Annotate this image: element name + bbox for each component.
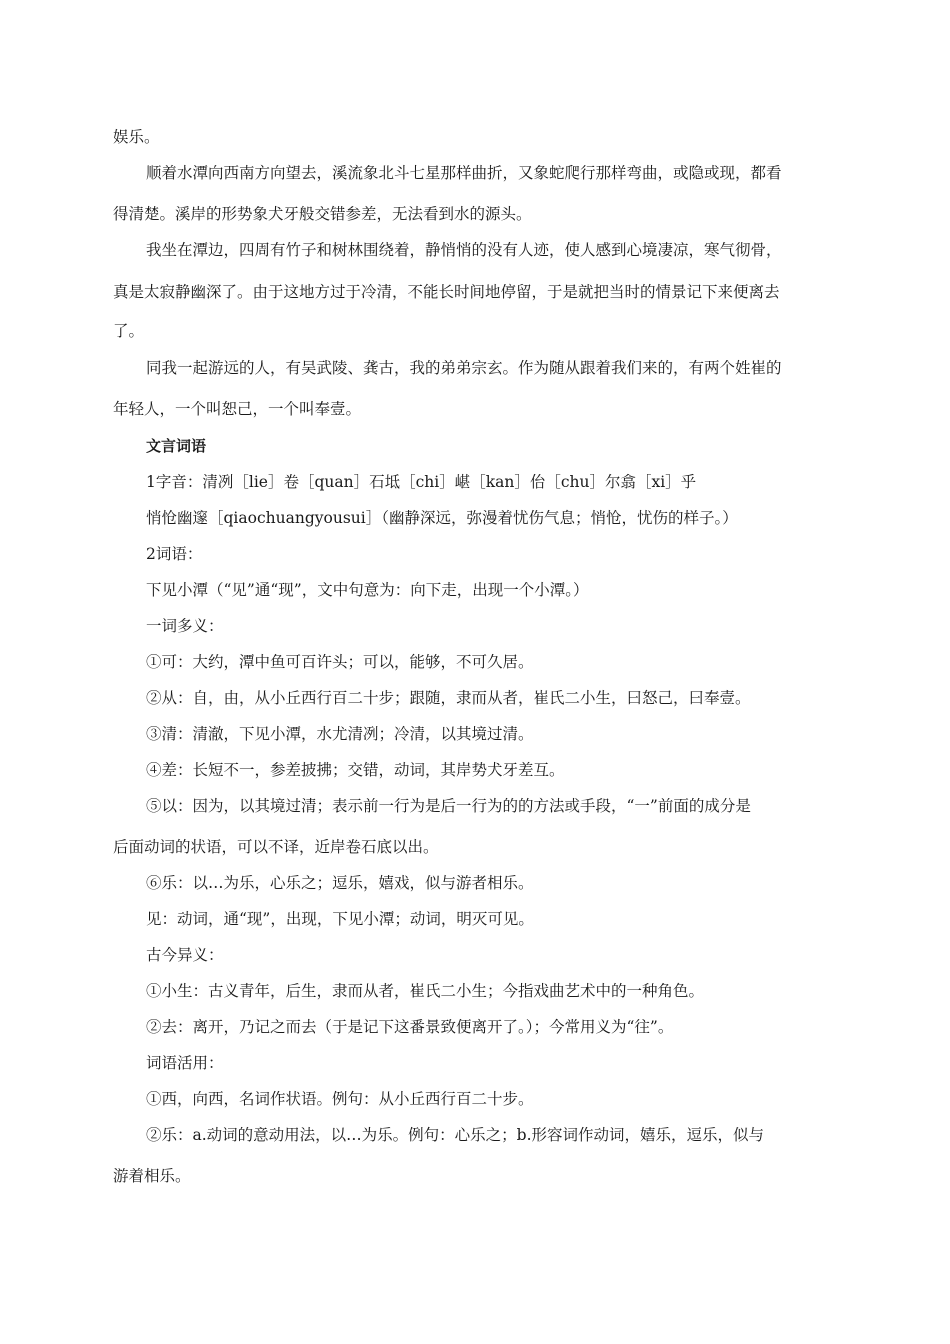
paragraph-line: 得清楚。溪岸的形势象犬牙般交错参差，无法看到水的源头。 (113, 205, 532, 223)
polysemy-item: ①可：大约，潭中鱼可百许头；可以，能够，不可久居。 (146, 653, 534, 671)
polysemy-title: 一词多义： (146, 617, 224, 635)
polysemy-item-continued: 后面动词的状语，可以不译，近岸卷石底以出。 (113, 838, 439, 856)
ancient-modern-item: ①小生：古义青年，后生，隶而从者，崔氏二小生；今指戏曲艺术中的一种角色。 (146, 982, 705, 1000)
polysemy-item: 见：动词，通“现”，出现，下见小潭；动词，明灭可见。 (146, 910, 534, 928)
paragraph-line: 年轻人，一个叫恕己，一个叫奉壹。 (113, 400, 362, 418)
paragraph-line: 真是太寂静幽深了。由于这地方过于冷清，不能长时间地停留，于是就把当时的情景记下来便离去 (113, 283, 780, 301)
pronunciation-line: 1字音：清冽［lie］卷［quan］石坻［chi］嵁［kan］佁［chu］尔翕［xi］乎 (146, 473, 697, 491)
usage-item: ②乐：a.动词的意动用法，以…为乐。例句：心乐之；b.形容词作动词，嬉乐，逗乐，似与 (146, 1126, 765, 1144)
ancient-modern-item: ②去：离开，乃记之而去（于是记下这番景致便离开了。）；今常用义为“往”。 (146, 1018, 674, 1036)
polysemy-item: ③清：清澈，下见小潭，水尤清冽；冷清，以其境过清。 (146, 725, 534, 743)
polysemy-item: ⑤以：因为，以其境过清；表示前一行为是后一行为的的方法或手段，“一”前面的成分是 (146, 797, 751, 815)
word-entry: 下见小潭（“见”通“现”，文中句意为：向下走，出现一个小潭。） (146, 581, 589, 599)
polysemy-item: ④差：长短不一，参差披拂；交错，动词，其岸势犬牙差互。 (146, 761, 565, 779)
words-title: 2词语： (146, 545, 203, 563)
paragraph-line: 娱乐。 (113, 128, 160, 146)
polysemy-item: ②从：自，由，从小丘西行百二十步；跟随，隶而从者，崔氏二小生，曰怒己，曰奉壹。 (146, 689, 751, 707)
paragraph-line: 了。 (113, 322, 145, 340)
pronunciation-line: 悄怆幽邃［qiaochuangyousui］（幽静深远，弥漫着忧伤气息；悄怆，忧伤的样子。） (146, 509, 738, 527)
polysemy-item: ⑥乐：以…为乐，心乐之；逗乐，嬉戏，似与游者相乐。 (146, 874, 534, 892)
paragraph-line: 同我一起游远的人，有吴武陵、龚古，我的弟弟宗玄。作为随从跟着我们来的，有两个姓崔的 (146, 359, 782, 377)
usage-item-continued: 游着相乐。 (113, 1167, 191, 1185)
paragraph-line: 我坐在潭边，四周有竹子和树林围绕着，静悄悄的没有人迹，使人感到心境凄凉，寒气彻骨， (146, 241, 782, 259)
ancient-modern-title: 古今异义： (146, 946, 224, 964)
paragraph-line: 顺着水潭向西南方向望去，溪流象北斗七星那样曲折，又象蛇爬行那样弯曲，或隐或现，都看 (146, 164, 782, 182)
usage-title: 词语活用： (146, 1054, 224, 1072)
section-heading: 文言词语 (146, 437, 207, 455)
usage-item: ①西，向西，名词作状语。例句：从小丘西行百二十步。 (146, 1090, 534, 1108)
